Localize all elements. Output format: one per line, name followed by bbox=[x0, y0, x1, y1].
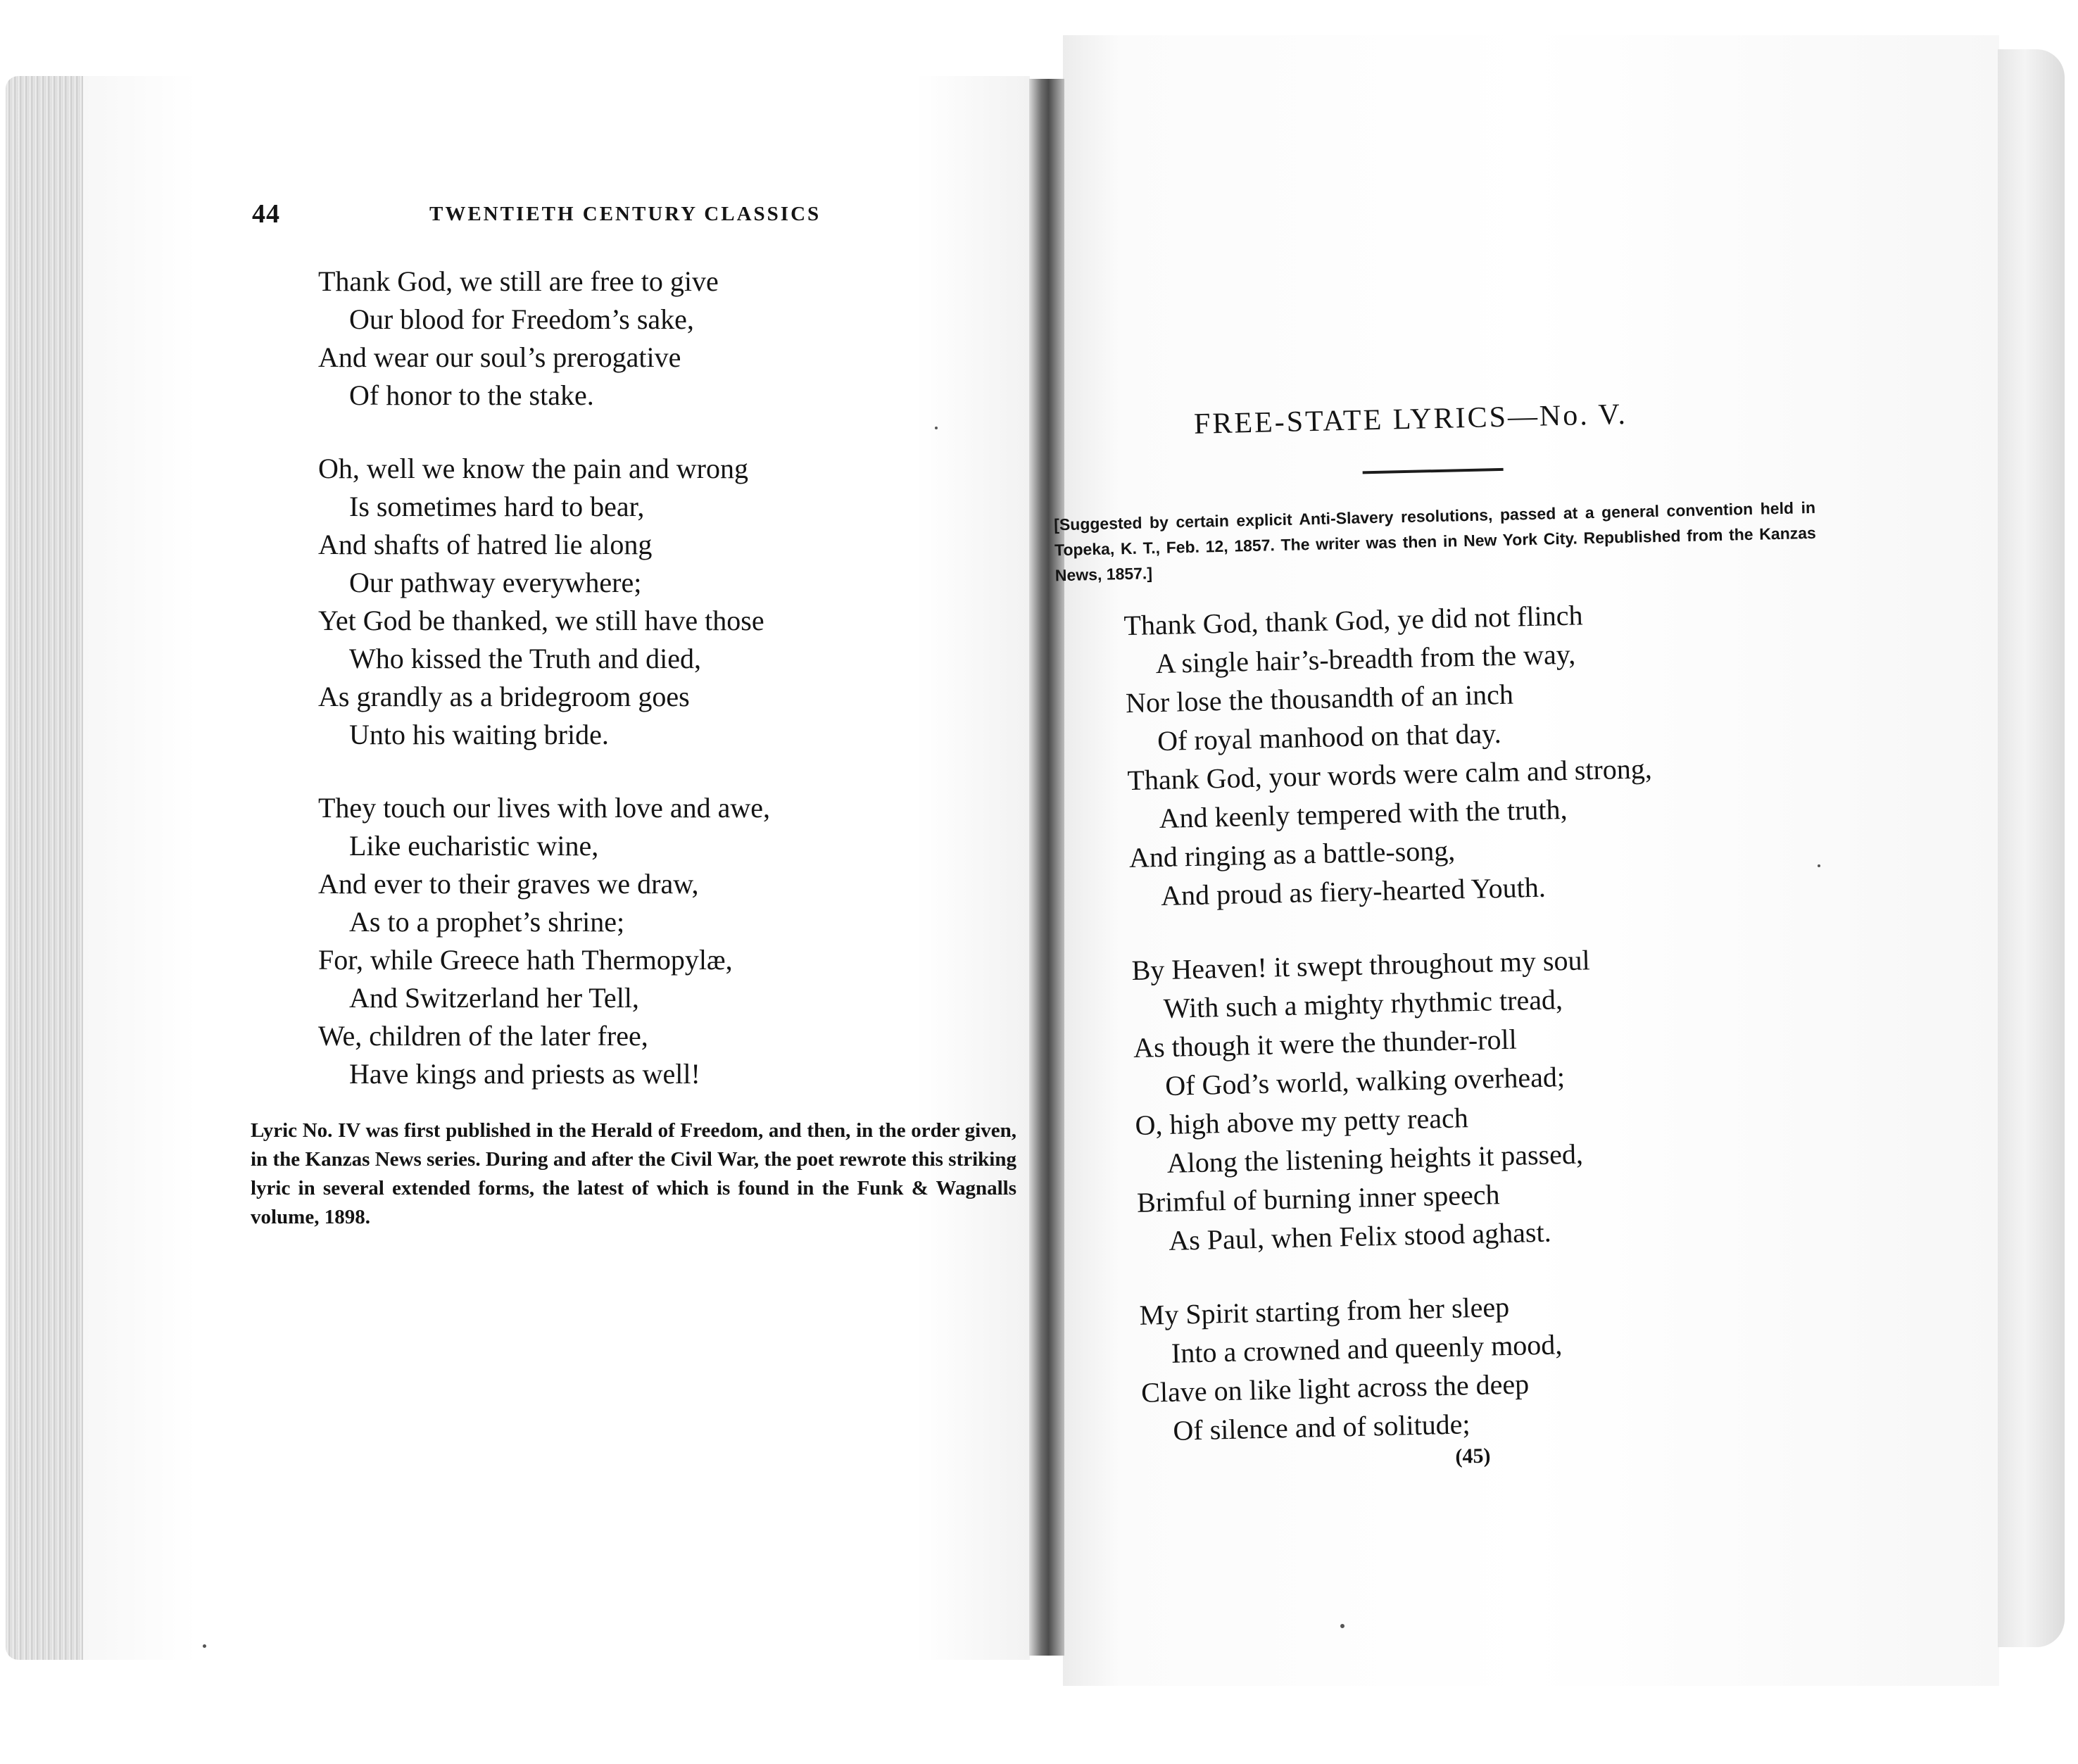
running-title: TWENTIETH CENTURY CLASSICS bbox=[429, 203, 821, 225]
poem-line: We, children of the later free, bbox=[318, 1020, 648, 1052]
poem-title: FREE-STATE LYRICS—No. V. bbox=[1193, 398, 1628, 441]
title-rule bbox=[1363, 468, 1504, 474]
poem-line: With such a mighty rhythmic tread, bbox=[1163, 983, 1563, 1024]
poem-line: Thank God, your words were calm and strong, bbox=[1126, 752, 1653, 797]
poem-line: For, while Greece hath Thermopylæ, bbox=[318, 944, 733, 976]
poem-line: Into a crowned and queenly mood, bbox=[1171, 1328, 1563, 1369]
poem-line: Our blood for Freedom’s sake, bbox=[349, 303, 694, 335]
poem-line: Yet God be thanked, we still have those bbox=[318, 605, 764, 636]
poem-line: Of silence and of solitude; bbox=[1172, 1408, 1471, 1447]
poem-line: Clave on like light across the deep bbox=[1140, 1368, 1530, 1409]
poem-line: Have kings and priests as well! bbox=[349, 1058, 700, 1090]
speck bbox=[1818, 864, 1820, 867]
page-number-right: (45) bbox=[1455, 1444, 1491, 1468]
poem-line: Unto his waiting bride. bbox=[349, 719, 609, 750]
poem-line: As grandly as a bridegroom goes bbox=[318, 681, 690, 712]
poem-line: Of honor to the stake. bbox=[349, 379, 594, 411]
poem-line: Thank God, thank God, ye did not flinch bbox=[1123, 599, 1583, 642]
editor-note: [Suggested by certain explicit Anti-Slavery resolutions, passed at a general convention held in Topeka, K. T., Feb. 12, 1857. The writer was then in New York City. Republished from the Kanzas News, 1857.] bbox=[1053, 498, 1817, 585]
poem-line: They touch our lives with love and awe, bbox=[318, 792, 771, 824]
poem-line: And Switzerland her Tell, bbox=[349, 982, 639, 1014]
poem-line: A single hair’s-breadth from the way, bbox=[1155, 638, 1576, 680]
poem-line: As Paul, when Felix stood aghast. bbox=[1168, 1216, 1552, 1256]
poem-line: Of royal manhood on that day. bbox=[1157, 717, 1502, 757]
poem-line: My Spirit starting from her sleep bbox=[1139, 1290, 1510, 1331]
poem-line: Our pathway everywhere; bbox=[349, 567, 642, 598]
poem-line: Brimful of burning inner speech bbox=[1136, 1178, 1500, 1218]
poem-line: Who kissed the Truth and died, bbox=[349, 643, 701, 674]
poem-line: And ever to their graves we draw, bbox=[318, 868, 699, 900]
poem-line: And shafts of hatred lie along bbox=[318, 529, 653, 560]
poem-line: Of God’s world, walking overhead; bbox=[1164, 1061, 1566, 1102]
poem-line: Oh, well we know the pain and wrong bbox=[318, 453, 748, 484]
poem-line: Thank God, we still are free to give bbox=[318, 265, 719, 297]
poem-line: And ringing as a battle-song, bbox=[1128, 834, 1456, 874]
footnote: Lyric No. IV was first published in the Herald of Freedom, and then, in the order given, in the Kanzas News series. During and after the Civil War, the poet rewrote this striking lyric in several extended forms, the latest of which is found in the Funk & Wagnalls volume, 1898. bbox=[251, 1119, 1016, 1228]
poem-line: By Heaven! it swept throughout my soul bbox=[1131, 944, 1591, 986]
poem-line: As though it were the thunder-roll bbox=[1133, 1023, 1518, 1064]
poem-line: And keenly tempered with the truth, bbox=[1159, 793, 1568, 835]
poem-line: Along the listening heights it passed, bbox=[1166, 1138, 1584, 1179]
poem-line: O, high above my petty reach bbox=[1135, 1102, 1469, 1141]
poem-line: Nor lose the thousandth of an inch bbox=[1125, 678, 1514, 719]
poem-line: As to a prophet’s shrine; bbox=[349, 906, 625, 938]
poem-line: And proud as fiery-hearted Youth. bbox=[1160, 871, 1547, 912]
page-number-left: 44 bbox=[252, 199, 280, 229]
speck bbox=[1340, 1624, 1345, 1628]
poem-line: Like eucharistic wine, bbox=[349, 830, 599, 862]
poem-line: And wear our soul’s prerogative bbox=[318, 341, 681, 373]
poem-line: Is sometimes hard to bear, bbox=[349, 491, 645, 522]
